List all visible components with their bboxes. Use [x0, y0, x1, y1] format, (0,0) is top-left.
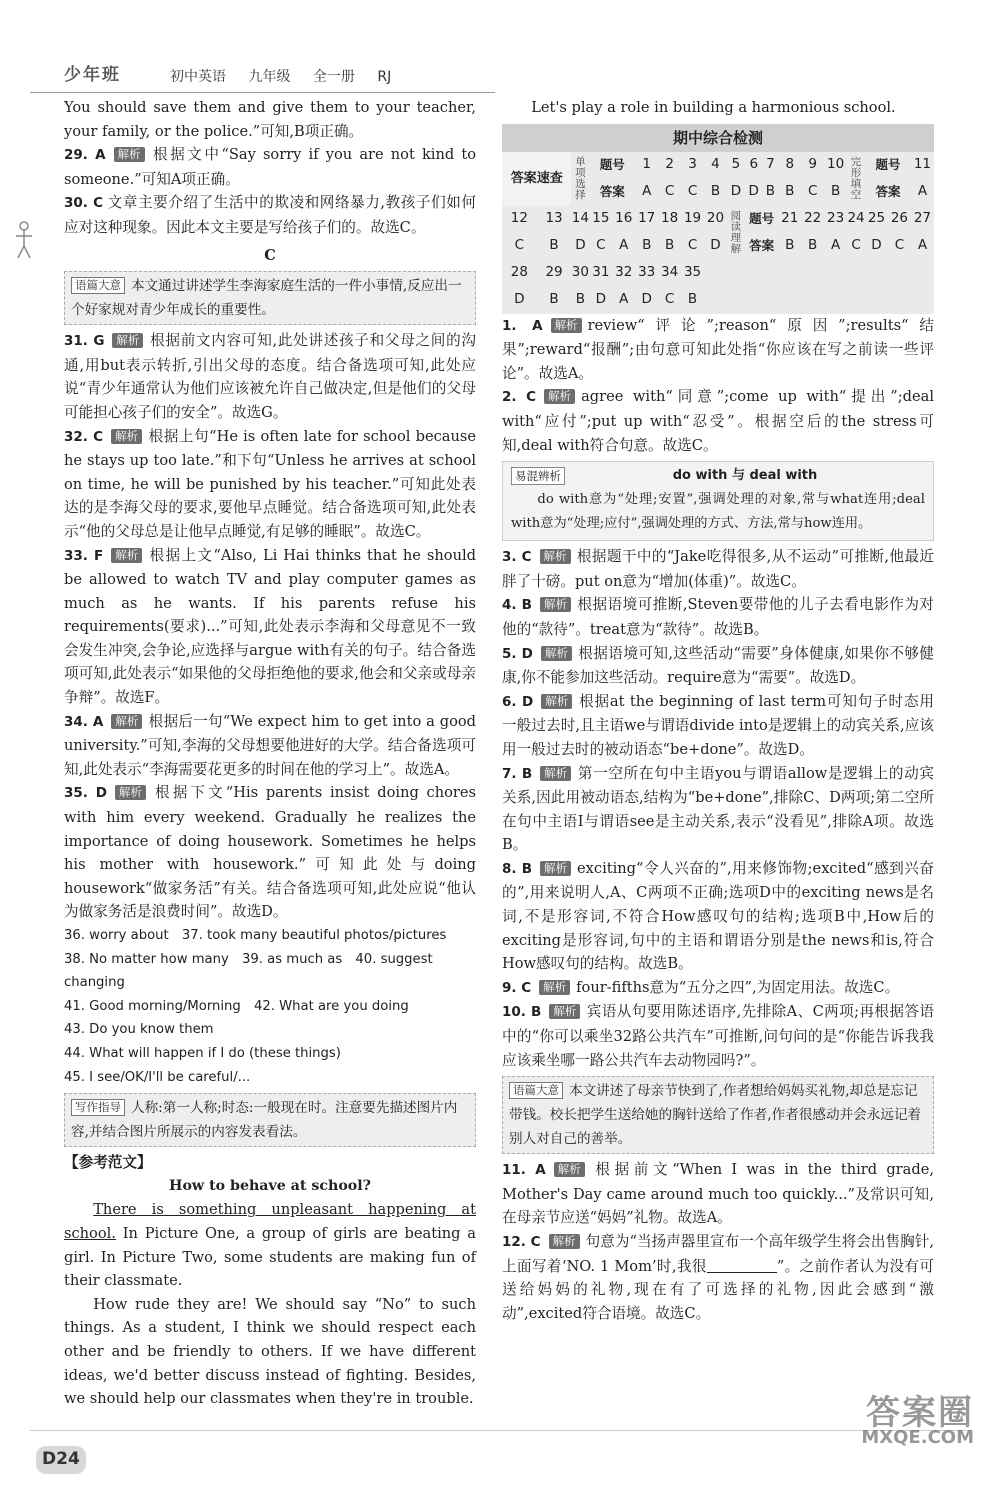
q-cell: 4	[711, 156, 720, 173]
a-cell: C	[807, 183, 818, 200]
a-cell: D	[748, 183, 759, 200]
q-cell: 7	[766, 156, 775, 173]
answer-32	[64, 425, 476, 544]
analysis-tag: 解析	[541, 646, 572, 661]
answer-number: 30. C	[64, 195, 104, 212]
empty-cell	[704, 260, 911, 287]
q-cell: 16	[615, 210, 633, 227]
a-cell: B	[549, 291, 559, 308]
watermark-url: MXQE.COM	[861, 1426, 974, 1448]
summary-box	[64, 271, 476, 325]
carryover-text: You should save them and give them to your teacher, your family, or the police.”可知,B项正确。	[64, 99, 476, 140]
series-logo: 少年班	[64, 65, 121, 85]
q-cell: 32	[615, 264, 633, 281]
q-cell: 18	[661, 210, 679, 227]
confusable-text: do with意为“处理;安置”,强调处理的对象,常与what连用;deal with意为“处理;应付”,强调处理的方式、方法,常与how连用。	[511, 492, 925, 532]
q-cell: 31	[592, 264, 610, 281]
page-header	[30, 62, 500, 94]
answer-9	[502, 976, 934, 1001]
q-cell: 26	[890, 210, 909, 227]
q-cell: 33	[638, 264, 656, 281]
fill-blank	[707, 1259, 777, 1273]
a-cell: B	[687, 291, 698, 308]
analysis-text: 根据文中“Say sorry if you are not kind to someone.”可知A项正确。	[64, 146, 476, 188]
a-cell: C	[514, 237, 525, 254]
answer-number: 34. A	[64, 713, 104, 730]
answer-12	[502, 1230, 934, 1325]
a-cell: A	[917, 183, 928, 200]
footer-divider	[30, 1430, 970, 1431]
q-cell: 24	[847, 210, 865, 227]
summary-label: 语篇大意	[71, 277, 125, 294]
analysis-text: 第一空所在句中主语you与谓语allow是逻辑上的动宾关系,因此用被动语态,结构为“be+done”,排除C、D两项;第二空所在句中主语I与谓语see是主动关系,表示“没看见”,排除A项。故选B。	[502, 764, 934, 854]
answer-1	[502, 314, 934, 386]
answer-number: 31. G	[64, 333, 105, 350]
analysis-tag: 解析	[540, 861, 571, 876]
analysis-text: exciting“令人兴奋的”,用来修饰物;excited“感到兴奋的”,用来说明人,A、C两项不正确;选项D中的exciting news是名词,不是形容词,不符合How感叹句的结构;选项B中,How后的exciting是形容词,句中的主语和谓语分别是the news和is,符合How感叹句的结构。故选B。	[502, 859, 934, 973]
q-label: 题号	[875, 157, 901, 173]
analysis-text: ”。之前作者认为没有可送给妈妈的礼物,现在有了可选择的礼物,因此会感到“激动”,excited符合语境。故选C。	[502, 1257, 934, 1322]
answer-31	[64, 329, 476, 424]
q-cell: 19	[683, 210, 702, 227]
q-cell: 30	[571, 264, 589, 281]
answer-number: 12. C	[502, 1234, 541, 1250]
a-cell: D	[514, 291, 525, 308]
section-cloze: 完形填空	[850, 155, 862, 201]
a-cell: B	[710, 183, 721, 200]
answer-4	[502, 593, 934, 641]
answer-number: 32. C	[64, 428, 104, 445]
analysis-text: 根据上句“He is often late for school because he stays up too late.”和下句“Unless he arrives at school on time, he will be punished by his teacher.”可知此处表达的是李海父母的要求,要他早点睡觉。结合备选项可知,此处表示“他的父母总是让他早点睡觉,有足够的睡眠”。故选C。	[64, 427, 476, 540]
q-cell: 9	[808, 156, 817, 173]
short-answer-line: 45. I see/OK/I'll be careful/...	[64, 1069, 251, 1085]
a-cell: A	[830, 237, 841, 254]
q-cell: 29	[545, 264, 563, 281]
section-reading: 阅读理解	[730, 209, 742, 255]
a-label: 答案	[875, 184, 901, 200]
answer-number: 4. B	[502, 597, 532, 614]
q-cell: 17	[638, 210, 656, 227]
analysis-text: 宾语从句要用陈述语序,先排除A、C两项;再根据答语中的“你可以乘坐32路公共汽车”可推断,问句问的是“你能告诉我我应该乘坐哪一路公共汽车去动物园吗?”。	[502, 1003, 935, 1069]
analysis-text: 根据语境可知,这些活动“需要”身体健康,如果你不够健康,你不能参加这些活动。require意为“需要”。故选D。	[502, 644, 935, 687]
confusable-label: 易混辨析	[511, 467, 565, 485]
a-cell: A	[642, 183, 652, 200]
watermark-text: 答案圈	[866, 1393, 974, 1433]
answer-10	[502, 1000, 934, 1072]
analysis-tag: 解析	[549, 1234, 580, 1249]
a-cell: C	[687, 237, 698, 254]
q-cell: 35	[683, 264, 702, 281]
right-column	[502, 96, 934, 1325]
analysis-text: 根据前文内容可知,此处讲述孩子和父母之间的沟通,用but表示转折,引出父母的态度。结合备选项可知,此处应说“青少年通常认为他们应该被允许自己做决定,但是他们的父母可能担心孩子们的安全”。故选G。	[64, 332, 476, 421]
summary-label: 语篇大意	[509, 1082, 563, 1099]
analysis-text: 根据前文“When I was in the third grade, Mother's Day came around much too quickly...”及常识可知,在母亲节应送“妈妈”礼物。故选A。	[502, 1161, 934, 1227]
q-cell: 3	[688, 156, 697, 173]
answer-11	[502, 1158, 934, 1230]
q-cell: 27	[913, 210, 932, 227]
stick-figure-icon	[14, 220, 34, 260]
q-cell: 22	[804, 210, 822, 227]
answer-number: 33. F	[64, 547, 104, 564]
essay-p1-rest: In Picture One, a group of girls are beating a girl. In Picture Two, some students are making fun of their classmate.	[64, 1224, 476, 1290]
a-cell: C	[894, 237, 905, 254]
q-cell: 6	[749, 156, 759, 173]
answer-table	[502, 152, 934, 314]
summary-text: 本文讲述了母亲节快到了,作者想给妈妈买礼物,却总是忘记带钱。校长把学生送给她的胸针送给了作者,作者很感动并会永远记着别人对自己的善举。	[509, 1083, 922, 1148]
writing-guide-label: 写作指导	[71, 1099, 125, 1116]
answer-number: 6. D	[502, 693, 534, 710]
left-column	[64, 96, 476, 1411]
analysis-tag: 解析	[554, 1162, 585, 1177]
answer-number: 29. A	[64, 147, 106, 164]
q-cell: 14	[571, 210, 589, 227]
empty-cell	[704, 287, 911, 314]
a-cell: A	[619, 237, 629, 254]
q-cell: 8	[785, 156, 795, 173]
q-cell: 2	[665, 156, 674, 173]
a-cell: C	[687, 183, 698, 200]
analysis-text: review“评论”;reason“原因”;results“结果”;reward“报酬”;由句意可知此处指“你应该在写之前读一些评论”。故选A。	[502, 316, 934, 382]
analysis-text: 句意为“当扬声器里宣布一个高年级学生将会出售胸针,上面写着‘NO. 1 Mom’时,我很	[502, 1233, 934, 1275]
analysis-tag: 解析	[112, 333, 143, 348]
a-cell: B	[549, 237, 559, 254]
short-answer-line: 36. worry about 37. took many beautiful photos/pictures	[64, 928, 447, 943]
writing-guide-text: 人称:第一人称;时态:一般现在时。注意要先描述图片内容,并结合图片所展示的内容发表看法。	[71, 1100, 458, 1141]
analysis-text: 根据下文“His parents insist doing chores with him every weekend. Gradually he realizes the importance of doing housework. Sometimes he helps his mother with housework.”可知此处与doing housework“做家务活”有关。结合备选项可知,此处应说“他认为做家务活是浪费时间”。故选D。	[64, 784, 476, 921]
a-cell: B	[785, 183, 795, 200]
q-cell: 34	[661, 264, 679, 281]
a-cell: C	[596, 237, 606, 254]
answer-number: 7. B	[502, 765, 533, 782]
short-answer-line: 38. No matter how many 39. as much as 40. suggest changing	[64, 951, 433, 991]
analysis-tag: 解析	[549, 1004, 580, 1019]
a-cell: D	[871, 237, 882, 254]
a-cell: A	[917, 237, 928, 254]
short-answers	[64, 924, 476, 1089]
analysis-tag: 解析	[111, 429, 142, 444]
a-label: 答案	[599, 184, 625, 200]
a-cell: B	[664, 237, 675, 254]
a-cell: C	[664, 183, 675, 200]
answer-33	[64, 544, 476, 710]
a-cell: D	[730, 183, 742, 200]
answer-number: 1. A	[502, 317, 543, 334]
header-divider	[30, 92, 495, 93]
answer-number: 9. C	[502, 979, 532, 996]
analysis-tag: 解析	[544, 389, 575, 404]
q-cell: 23	[826, 210, 845, 227]
analysis-tag: 解析	[111, 714, 142, 729]
a-cell: B	[765, 183, 776, 200]
a-cell: D	[641, 291, 652, 308]
a-cell: D	[710, 237, 721, 254]
q-label: 题号	[599, 157, 625, 173]
summary-text: 本文通过讲述学生李海家庭生活的一件小事情,反应出一个好家规对青少年成长的重要性。	[71, 278, 462, 319]
confusable-words-box	[502, 461, 934, 541]
grade: 九年级	[248, 69, 291, 85]
answer-number: 3. C	[502, 549, 532, 566]
analysis-text: 根据at the beginning of last term可知句子时态用一般过去时,且主语we与谓语divide into是逻辑上的动宾关系,应该用一般过去时的被动语态“be+done”。故选D。	[502, 692, 934, 758]
essay-title: How to behave at school?	[169, 1177, 371, 1194]
analysis-tag: 解析	[114, 147, 145, 162]
confusable-title: do with 与 deal with	[672, 468, 818, 484]
answer-3	[502, 545, 934, 593]
watermark	[861, 1393, 974, 1449]
page-number: D24	[36, 1446, 86, 1474]
q-cell: 15	[592, 210, 610, 227]
analysis-text: 根据语境可推断,Steven要带他的儿子去看电影作为对他的“款待”。treat意为“款待”。故选B。	[502, 596, 935, 638]
answer-number: 2. C	[502, 389, 537, 406]
essay-paragraph-1	[64, 1198, 476, 1292]
analysis-text: 根据题干中的“Jake吃得很多,从不运动”可推断,他最近胖了十磅。put on意为“增加(体重)”。故选C。	[502, 548, 934, 590]
analysis-tag: 解析	[541, 694, 572, 709]
answer-number: 11. A	[502, 1162, 546, 1179]
answer-29	[64, 143, 476, 191]
answer-number: 5. D	[502, 645, 533, 662]
short-answer-line: 43. Do you know them	[64, 1022, 214, 1038]
writing-guide-box	[64, 1093, 476, 1147]
analysis-tag: 解析	[540, 597, 571, 612]
short-answer-line: 44. What will happen if I do (these things)	[64, 1045, 341, 1061]
a-cell: B	[642, 237, 652, 254]
answer-5	[502, 642, 934, 690]
section-single-choice: 单项选择	[575, 155, 586, 201]
analysis-text: four-fifths意为“五分之四”,为固定用法。故选C。	[576, 978, 900, 996]
analysis-text: 根据后一句“We expect him to get into a good university.”可知,李海的父母想要他进好的大学。结合备选项可知,此处表示“李海需要花更多的时间在他的学习上”。故选A。	[64, 712, 476, 778]
q-cell: 12	[510, 210, 528, 227]
q-cell: 28	[510, 264, 528, 281]
answer-8	[502, 857, 934, 976]
q-cell: 13	[545, 210, 563, 227]
a-cell: B	[785, 237, 795, 254]
q-cell: 11	[913, 156, 932, 173]
a-label: 答案	[749, 238, 775, 254]
a-cell: C	[664, 291, 675, 308]
answer-34	[64, 710, 476, 782]
analysis-tag: 解析	[540, 766, 571, 781]
analysis-text: agree with“同意”;come up with“提出”;deal with“应付”;put up with“忍受”。根据空后的the stress可知,deal with符合句意。故选C。	[502, 388, 934, 454]
reference-heading: 【参考范文】	[64, 1154, 152, 1172]
answer-number: 35. D	[64, 785, 107, 802]
a-cell: D	[575, 237, 586, 254]
analysis-tag: 解析	[111, 548, 142, 563]
a-cell: B	[575, 291, 586, 308]
a-cell: D	[595, 291, 607, 308]
q-cell: 10	[826, 156, 845, 173]
analysis-tag: 解析	[551, 318, 582, 333]
a-cell: A	[619, 291, 629, 308]
exam-title: 期中综合检测	[502, 124, 934, 152]
essay-closing: Let's play a role in building a harmonious school.	[531, 99, 896, 116]
q-cell: 21	[781, 210, 799, 227]
subject: 初中英语	[170, 69, 226, 85]
volume: 全一册	[312, 69, 355, 85]
short-answer-line: 41. Good morning/Morning 42. What are you doing	[64, 998, 409, 1014]
answer-35	[64, 781, 476, 924]
edition: RJ	[377, 69, 392, 85]
confusable-header	[511, 464, 925, 488]
analysis-tag: 解析	[539, 980, 570, 995]
a-cell: C	[851, 237, 861, 254]
analysis-tag: 解析	[540, 549, 571, 564]
answer-7	[502, 762, 934, 857]
analysis-text: 根据上文“Also, Li Hai thinks that he should be allowed to watch TV and play computer games as much as he wants. If his parents refuse his requirements(要求)...”可知,此处表示李海和父母意见不一致会发生冲突,会争论,应选择与argue with有关的句子。结合备选项可知,此处表示“如果他的父母拒绝他的要求,他会和父亲或母亲争辩”。故选F。	[64, 546, 476, 707]
essay-paragraph-2: How rude they are! We should say “No” to such things. As a student, I think we should respect each other and be friendly to others. If we have different ideas, we'd better discuss instead of fighting. Besides, we should help our classmates when they're in trouble.	[64, 1295, 476, 1408]
quick-check-label: 答案速查	[502, 152, 571, 206]
answer-30	[64, 191, 476, 239]
a-cell: B	[830, 183, 841, 200]
q-cell: 25	[867, 210, 886, 227]
book-info	[170, 66, 409, 90]
a-cell: B	[808, 237, 818, 254]
analysis-text: 文章主要介绍了生活中的欺凌和网络暴力,教孩子们如何应对这种现象。因此本文主要是写给孩子们的。故选C。	[64, 194, 476, 236]
q-cell: 20	[706, 210, 725, 227]
q-label: 题号	[749, 211, 775, 227]
section-heading: C	[264, 246, 276, 264]
q-cell: 5	[731, 156, 741, 173]
q-cell: 1	[642, 156, 651, 173]
essay-topic-sentence: There is something unpleasant happening at school.	[64, 1201, 476, 1242]
answer-number: 10. B	[502, 1004, 542, 1021]
summary-box	[502, 1076, 934, 1154]
answer-2	[502, 385, 934, 457]
answer-number: 8. B	[502, 860, 533, 877]
analysis-tag: 解析	[115, 785, 146, 800]
answer-6	[502, 690, 934, 762]
